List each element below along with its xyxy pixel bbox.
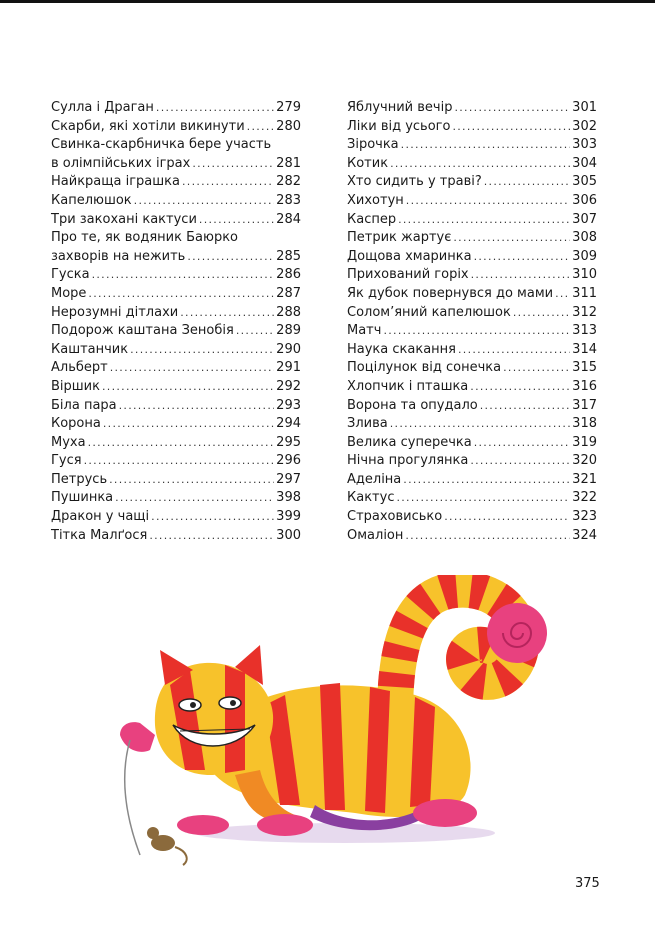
- toc-entry-page: 280: [276, 118, 301, 134]
- toc-entry: [51, 173, 301, 192]
- toc-entry-page: 296: [276, 453, 301, 469]
- toc-entry-page: 321: [572, 471, 597, 487]
- toc-leader-dots: [453, 229, 570, 248]
- toc-entry-title: Гуся: [51, 453, 82, 469]
- toc-entry: [51, 527, 301, 546]
- toc-entry-page: 307: [572, 211, 597, 227]
- toc-entry-page: 305: [572, 174, 597, 190]
- toc-entry-title: Солом’яний капелюшок: [347, 304, 511, 320]
- toc-leader-dots: [92, 266, 275, 285]
- toc-leader-dots: [199, 211, 274, 230]
- toc-entry-page: 281: [276, 155, 301, 171]
- toc-entry: [51, 118, 301, 137]
- toc-entry: [51, 378, 301, 397]
- toc-entry-title: Аделіна: [347, 471, 402, 487]
- toc-entry-title: Сулла і Драган: [51, 100, 154, 115]
- toc-entry-title: Злива: [347, 416, 388, 432]
- toc-leader-dots: [134, 192, 275, 211]
- toc-entry-page: 306: [572, 192, 597, 208]
- toc-entry-page: 302: [572, 118, 597, 134]
- toc-entry-title: Каштанчик: [51, 341, 129, 357]
- toc-entry-title: Три закохані кактуси: [51, 211, 197, 227]
- toc-entry-title: Хлопчик і пташка: [347, 378, 469, 394]
- toc-entry-page: 292: [276, 378, 301, 394]
- toc-entry: [51, 136, 301, 173]
- toc-entry: [51, 304, 301, 323]
- toc-leader-dots: [130, 341, 274, 360]
- toc-entry-page: 398: [276, 490, 301, 506]
- toc-leader-dots: [151, 508, 274, 527]
- toc-entry: [51, 341, 301, 360]
- toc-entry-title: Петрик жартує: [347, 230, 452, 246]
- toc-entry-title: Яблучний вечір: [347, 100, 453, 115]
- toc-entry: [51, 452, 301, 471]
- toc-leader-dots: [192, 155, 274, 174]
- toc-entry-title: Хихотун: [347, 192, 404, 208]
- toc-entry: [347, 229, 597, 248]
- toc-entry-page: 318: [572, 416, 597, 432]
- toc-leader-dots: [103, 415, 274, 434]
- toc-entry-title: Велика суперечка: [347, 434, 472, 450]
- toc-entry: [347, 434, 597, 453]
- toc-entry: [347, 471, 597, 490]
- toc-entry-page: 286: [276, 267, 301, 283]
- toc-entry-page: 308: [572, 230, 597, 246]
- toc-entry: [51, 211, 301, 230]
- toc-entry: [51, 471, 301, 490]
- toc-leader-dots: [470, 452, 570, 471]
- toc-entry-page: 279: [276, 100, 301, 115]
- toc-leader-dots: [390, 155, 570, 174]
- toc-entry-page: 295: [276, 434, 301, 450]
- toc-entry: [347, 452, 597, 471]
- toc-leader-dots: [180, 304, 274, 323]
- toc-entry: [347, 304, 597, 323]
- toc-entry-page: 314: [572, 341, 597, 357]
- toc-leader-dots: [119, 397, 275, 416]
- toc-entry-title: Альберт: [51, 360, 108, 376]
- toc-entry-title: Петрусь: [51, 471, 108, 487]
- toc-leader-dots: [452, 118, 570, 137]
- toc-entry: [347, 211, 597, 230]
- toc-leader-dots: [187, 248, 274, 267]
- toc-entry: [51, 397, 301, 416]
- toc-leader-dots: [182, 173, 274, 192]
- toc-leader-dots: [458, 341, 570, 360]
- toc-entry: [347, 527, 597, 546]
- toc-entry-title: Віршик: [51, 378, 100, 394]
- toc-entry: [347, 118, 597, 137]
- toc-entry: [347, 248, 597, 267]
- toc-entry: [347, 322, 597, 341]
- toc-entry-page: 283: [276, 192, 301, 208]
- toc-entry-page: 290: [276, 341, 301, 357]
- toc-entry-page: 301: [572, 100, 597, 115]
- toc-leader-dots: [444, 508, 570, 527]
- toc-entry-title: Про те, як водяник Баюрко: [51, 230, 238, 246]
- toc-entry-page: 285: [276, 248, 301, 264]
- toc-entry-page: 300: [276, 527, 301, 543]
- toc-entry-title: Хто сидить у траві?: [347, 174, 482, 190]
- toc-entry-title: Нерозумні дітлахи: [51, 304, 179, 320]
- toc-leader-dots: [102, 378, 274, 397]
- toc-entry-page: 288: [276, 304, 301, 320]
- toc-entry: [347, 266, 597, 285]
- toc-entry-page: 323: [572, 509, 597, 525]
- toc-leader-dots: [390, 415, 570, 434]
- toc-entry: [347, 136, 597, 155]
- toc-leader-dots: [110, 359, 274, 378]
- toc-entry: [51, 322, 301, 341]
- toc-leader-dots: [236, 322, 274, 341]
- toc-leader-dots: [471, 266, 571, 285]
- toc-entry: [347, 173, 597, 192]
- toc-entry-title: Каспер: [347, 211, 397, 227]
- toc-entry-title: Наука скакання: [347, 341, 456, 357]
- toc-leader-dots: [405, 527, 570, 546]
- page-number: 375: [575, 876, 600, 891]
- toc-entry: [51, 285, 301, 304]
- toc-entry-title: Дощова хмаринка: [347, 248, 472, 264]
- toc-leader-dots: [398, 211, 570, 230]
- toc-entry-title: Тітка Малґося: [51, 527, 148, 543]
- toc-entry: [51, 229, 301, 266]
- toc-entry-page: 291: [276, 360, 301, 376]
- toc-entry-title: Скарби, які хотіли викинути: [51, 118, 245, 134]
- toc-entry: [347, 489, 597, 508]
- toc-entry: [347, 285, 597, 304]
- toc-entry: [51, 192, 301, 211]
- toc-leader-dots: [84, 452, 275, 471]
- toc-column-right: [347, 99, 597, 545]
- toc-entry: [347, 341, 597, 360]
- toc-entry: [51, 359, 301, 378]
- toc-leader-dots: [115, 489, 274, 508]
- toc-entry-page: 322: [572, 490, 597, 506]
- toc-leader-dots: [474, 434, 570, 453]
- toc-entry-title: Омаліон: [347, 527, 404, 543]
- cat-illustration: [95, 575, 565, 875]
- toc-entry-title: Муха: [51, 434, 86, 450]
- toc-leader-dots: [383, 322, 570, 341]
- toc-entry-page: 303: [572, 137, 597, 153]
- toc-entry: [347, 378, 597, 397]
- toc-entry: [347, 155, 597, 174]
- toc-leader-dots: [474, 248, 571, 267]
- toc-entry-title: Котик: [347, 155, 389, 171]
- toc-entry-title: Свинка-скарбничка бере участь: [51, 137, 272, 153]
- toc-entry: [347, 192, 597, 211]
- toc-entry: [51, 434, 301, 453]
- toc-entry-title: Капелюшок: [51, 192, 132, 208]
- toc-entry-title: Найкраща іграшка: [51, 174, 180, 190]
- toc-leader-dots: [88, 434, 275, 453]
- toc-leader-dots: [88, 285, 274, 304]
- toc-entry-page: 316: [572, 378, 597, 394]
- toc-leader-dots: [247, 118, 275, 137]
- toc-leader-dots: [406, 192, 570, 211]
- toc-entry-page: 304: [572, 155, 597, 171]
- toc-entry: [51, 99, 301, 118]
- toc-entry-page: 282: [276, 174, 301, 190]
- toc-entry-title: в олімпійських іграх: [51, 155, 191, 171]
- toc-entry-page: 324: [572, 527, 597, 543]
- toc-entry-page: 310: [572, 267, 597, 283]
- toc-column-left: [51, 99, 301, 545]
- toc-entry: [347, 359, 597, 378]
- toc-entry: [51, 489, 301, 508]
- toc-leader-dots: [454, 99, 570, 118]
- toc-entry-title: Поцілунок від сонечка: [347, 360, 502, 376]
- toc-leader-dots: [555, 285, 570, 304]
- toc-leader-dots: [403, 471, 570, 490]
- toc-leader-dots: [401, 136, 571, 155]
- toc-entry-page: 313: [572, 323, 597, 339]
- toc-entry-title: Ліки від усього: [347, 118, 451, 134]
- toc-entry-title: Матч: [347, 323, 382, 339]
- toc-leader-dots: [396, 489, 570, 508]
- toc-entry: [347, 99, 597, 118]
- top-rule: [0, 0, 655, 3]
- toc-entry-page: 317: [572, 397, 597, 413]
- toc-entry-title: Море: [51, 285, 87, 301]
- toc-entry-title: Біла пара: [51, 397, 117, 413]
- toc-entry-page: 319: [572, 434, 597, 450]
- toc-entry-title: Прихований горіх: [347, 267, 469, 283]
- toc-entry-title: Страховисько: [347, 509, 443, 525]
- toc-leader-dots: [149, 527, 274, 546]
- toc-entry-page: 289: [276, 323, 301, 339]
- toc-entry-page: 287: [276, 285, 301, 301]
- toc-entry: [347, 397, 597, 416]
- toc-entry-title: захворів на нежить: [51, 248, 186, 264]
- toc-entry-page: 311: [572, 285, 597, 301]
- toc-entry-title: Дракон у чащі: [51, 509, 150, 525]
- toc-leader-dots: [156, 99, 274, 118]
- toc-entry-page: 309: [572, 248, 597, 264]
- toc-entry: [347, 415, 597, 434]
- toc-entry-title: Як дубок повернувся до мами: [347, 285, 554, 301]
- toc-leader-dots: [513, 304, 570, 323]
- toc-entry-title: Ворона та опудало: [347, 397, 478, 413]
- toc-entry-title: Пушинка: [51, 490, 114, 506]
- toc-entry: [51, 415, 301, 434]
- toc-entry-title: Подорож каштана Зенобія: [51, 323, 234, 339]
- toc-entry: [51, 508, 301, 527]
- toc-entry-title: Корона: [51, 416, 101, 432]
- toc-entry-title: Нічна прогулянка: [347, 453, 469, 469]
- toc-entry: [347, 508, 597, 527]
- toc-leader-dots: [480, 397, 570, 416]
- toc-leader-dots: [109, 471, 274, 490]
- toc-entry-page: 315: [572, 360, 597, 376]
- toc-entry: [51, 266, 301, 285]
- toc-entry-page: 294: [276, 416, 301, 432]
- toc-entry-title: Гуска: [51, 267, 90, 283]
- toc-leader-dots: [484, 173, 570, 192]
- toc-entry-page: 284: [276, 211, 301, 227]
- toc-entry-page: 312: [572, 304, 597, 320]
- toc-leader-dots: [503, 359, 570, 378]
- toc-entry-page: 297: [276, 471, 301, 487]
- toc-entry-title: Зірочка: [347, 137, 399, 153]
- toc-entry-page: 320: [572, 453, 597, 469]
- toc-entry-page: 293: [276, 397, 301, 413]
- toc-entry-title: Кактус: [347, 490, 395, 506]
- toc-leader-dots: [470, 378, 570, 397]
- toc-entry-page: 399: [276, 509, 301, 525]
